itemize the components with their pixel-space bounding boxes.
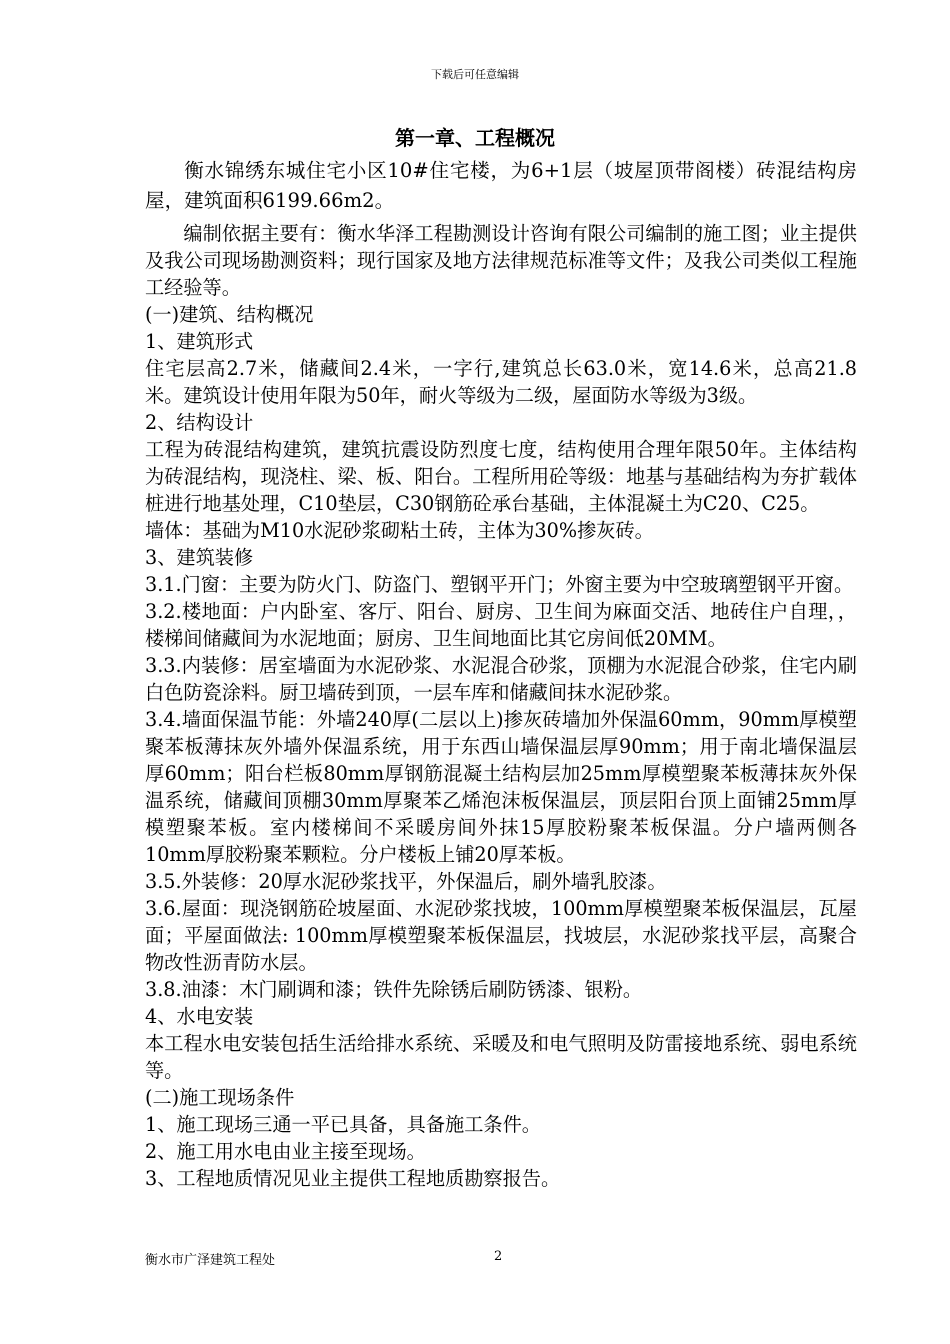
page-header: 下载后可任意编辑 bbox=[431, 68, 519, 81]
page-number: 2 bbox=[494, 1249, 503, 1264]
paragraph: 3.5.外装修：20厚水泥砂浆找平，外保温后，刷外墙乳胶漆。 bbox=[145, 870, 667, 893]
paragraph: 住宅层高2.7米，储藏间2.4米，一字行,建筑总长63.0米，宽14.6米，总高21.8米。建筑设计使用年限为50年，耐火等级为二级，屋面防水等级为3级。 bbox=[145, 357, 857, 407]
paragraph: 1、施工现场三通一平已具备，具备施工条件。 bbox=[145, 1113, 541, 1136]
section-heading: (一)建筑、结构概况 bbox=[145, 303, 314, 326]
subsection-heading: 2、结构设计 bbox=[145, 411, 254, 434]
subsection-heading: 4、水电安装 bbox=[145, 1005, 254, 1028]
paragraph: 3.1.门窗：主要为防火门、防盗门、塑钢平开门；外窗主要为中空玻璃塑钢平开窗。 bbox=[145, 573, 854, 596]
footer-company: 衡水市广泽建筑工程处 bbox=[145, 1253, 276, 1268]
paragraph: 3.4.墙面保温节能：外墙240厚(二层以上)掺灰砖墙加外保温60mm，90mm厚模塑聚苯板薄抹灰外墙外保温系统，用于东西山墙保温层厚90mm；用于南北墙保温层厚60mm；阳台栏板80mm厚钢筋混凝土结构层加25mm厚模塑聚苯板薄抹灰外保温系统，储藏间顶棚30mm厚聚苯乙烯泡沫板保温层，顶层阳台顶上面铺25mm厚模塑聚苯板。室内楼梯间不采暖房间外抹15厚胶粉聚苯板保温。分户墙两侧各10mm厚胶粉聚苯颗粒。分户楼板上铺20厚苯板。 bbox=[145, 708, 857, 866]
subsection-heading: 1、建筑形式 bbox=[145, 330, 254, 353]
paragraph: 3.2.楼地面：户内卧室、客厅、阳台、厨房、卫生间为麻面交活、地砖住户自理，，楼梯间储藏间为水泥地面；厨房、卫生间地面比其它房间低20MM。 bbox=[145, 600, 857, 650]
paragraph: 3.8.油漆：木门刷调和漆；铁件先除锈后刷防锈漆、银粉。 bbox=[145, 978, 643, 1001]
document-body bbox=[145, 156, 857, 1192]
paragraph: 本工程水电安装包括生活给排水系统、采暖及和电气照明及防雷接地系统、弱电系统等。 bbox=[145, 1032, 857, 1082]
paragraph: 3、工程地质情况见业主提供工程地质勘察报告。 bbox=[145, 1167, 561, 1190]
paragraph: 3.6.屋面：现浇钢筋砼坡屋面、水泥砂浆找坡，100mm厚模塑聚苯板保温层，瓦屋面；平屋面做法: 100mm厚模塑聚苯板保温层，找坡层，水泥砂浆找平层，高聚合物改性沥青防水层。 bbox=[145, 897, 857, 974]
section-heading: (二)施工现场条件 bbox=[145, 1086, 295, 1109]
paragraph: 墙体：基础为M10水泥砂浆砌粘土砖，主体为30%掺灰砖。 bbox=[145, 519, 654, 542]
paragraph: 2、施工用水电由业主接至现场。 bbox=[145, 1140, 426, 1163]
subsection-heading: 3、建筑装修 bbox=[145, 546, 254, 569]
chapter-title: 第一章、工程概况 bbox=[395, 126, 555, 150]
paragraph: 3.3.内装修：居室墙面为水泥砂浆、水泥混合砂浆，顶棚为水泥混合砂浆，住宅内刷白色防瓷涂料。厨卫墙砖到顶，一层车库和储藏间抹水泥砂浆。 bbox=[145, 654, 857, 704]
paragraph-basis: 编制依据主要有：衡水华泽工程勘测设计咨询有限公司编制的施工图；业主提供及我公司现场勘测资料；现行国家及地方法律规范标准等文件；及我公司类似工程施工经验等。 bbox=[145, 222, 857, 299]
paragraph: 工程为砖混结构建筑，建筑抗震设防烈度七度，结构使用合理年限50年。主体结构为砖混结构，现浇柱、梁、板、阳台。工程所用砼等级：地基与基础结构为夯扩载体桩进行地基处理，C10垫层，C30钢筋砼承台基础，主体混凝土为C20、C25。 bbox=[145, 438, 857, 515]
paragraph-intro: 衡水锦绣东城住宅小区10#住宅楼，为6+1层（坡屋顶带阁楼）砖混结构房屋，建筑面积6199.66m2。 bbox=[145, 159, 857, 212]
